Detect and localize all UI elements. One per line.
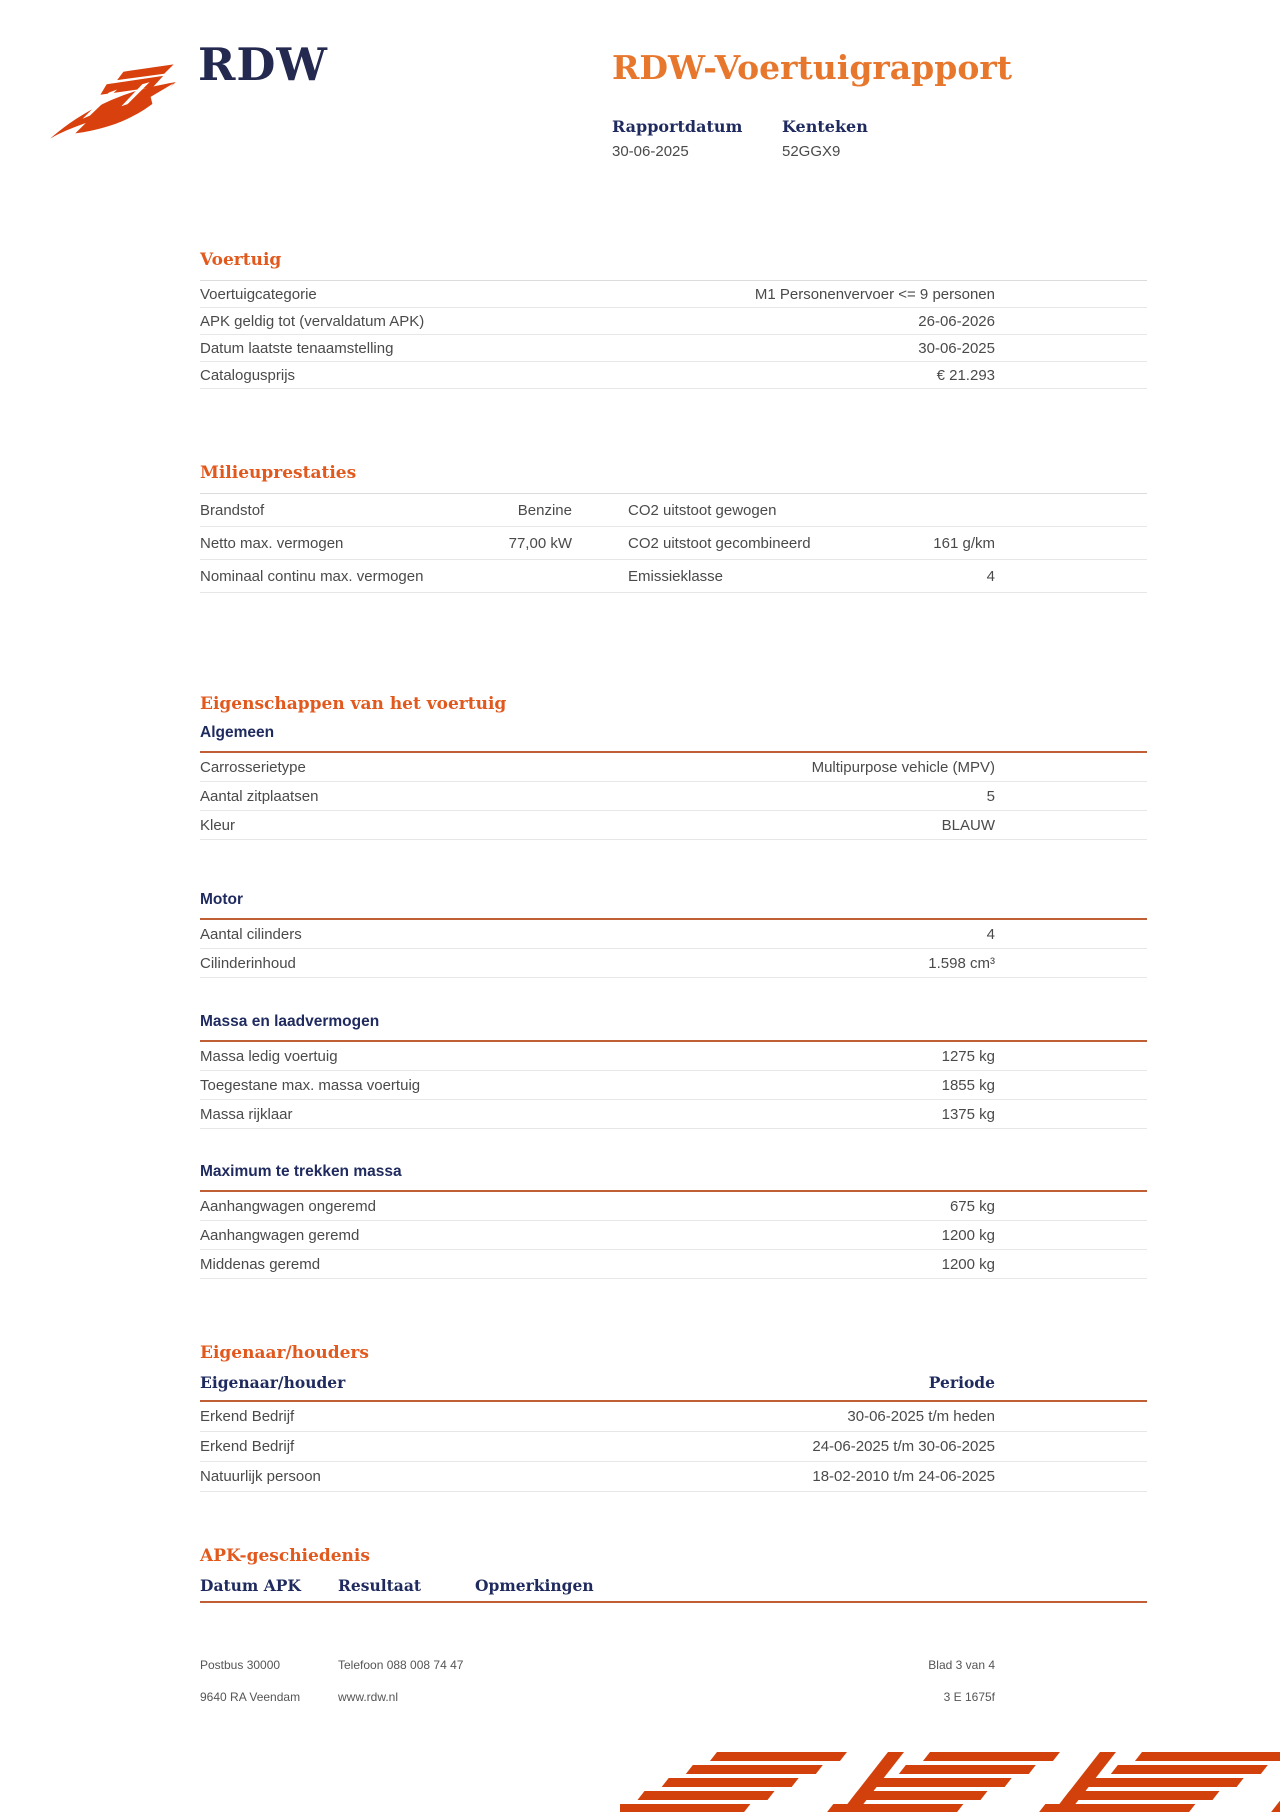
- row-value: 18-02-2010 t/m 24-06-2025: [812, 1468, 995, 1485]
- section-heading-apk: APK-geschiedenis: [200, 1546, 370, 1566]
- row-label: Datum laatste tenaamstelling: [200, 339, 394, 357]
- motor-table: [200, 918, 1147, 978]
- table-row: [200, 362, 1147, 389]
- table-row: [200, 753, 1147, 782]
- footer-page-indicator: Blad 3 van 4: [928, 1658, 995, 1672]
- column-header-resultaat: Resultaat: [338, 1576, 422, 1595]
- table-row: [200, 560, 1147, 593]
- rdw-wing-pattern-decoration: [620, 1752, 1280, 1812]
- section-heading-voertuig: Voertuig: [200, 250, 282, 270]
- table-row: [200, 1042, 1147, 1071]
- row-value: 161 g/km: [933, 534, 995, 552]
- row-label: Nominaal continu max. vermogen: [200, 567, 424, 585]
- row-label: APK geldig tot (vervaldatum APK): [200, 312, 425, 330]
- subsection-heading-maximum: Maximum te trekken massa: [200, 1163, 402, 1180]
- row-label: Middenas geremd: [200, 1255, 321, 1273]
- table-row: [200, 527, 1147, 560]
- row-value: 675 kg: [949, 1197, 995, 1215]
- row-label: Erkend Bedrijf: [200, 1438, 295, 1455]
- row-label: Aanhangwagen geremd: [200, 1226, 360, 1244]
- row-label: Toegestane max. massa voertuig: [200, 1076, 421, 1094]
- table-row: [200, 1100, 1147, 1129]
- row-label: Catalogusprijs: [200, 366, 296, 384]
- row-value: 1375 kg: [941, 1105, 995, 1123]
- row-label: Carrosserietype: [200, 758, 306, 776]
- algemeen-table: [200, 751, 1147, 840]
- footer-line-2: [200, 1690, 995, 1704]
- maximum-table: [200, 1190, 1147, 1279]
- column-header-opmerkingen: Opmerkingen: [475, 1576, 594, 1595]
- section-heading-eigenaar: Eigenaar/houders: [200, 1343, 369, 1363]
- table-row: [200, 308, 1147, 335]
- row-label: Emissieklasse: [628, 567, 724, 585]
- table-row: [200, 281, 1147, 308]
- footer-website: www.rdw.nl: [338, 1690, 399, 1704]
- table-row: [200, 1221, 1147, 1250]
- row-value: BLAUW: [941, 816, 995, 834]
- massa-table: [200, 1040, 1147, 1129]
- table-row: [200, 1402, 1147, 1432]
- row-label: Aantal cilinders: [200, 925, 302, 943]
- row-value: Multipurpose vehicle (MPV): [811, 758, 995, 776]
- footer-address-line2: 9640 RA Veendam: [200, 1690, 301, 1704]
- eigenaar-table-header: [200, 1373, 1147, 1392]
- table-row: [200, 1462, 1147, 1492]
- column-header-datum-apk: Datum APK: [200, 1576, 301, 1595]
- row-label: CO2 uitstoot gecombineerd: [628, 534, 811, 552]
- row-value: 30-06-2025: [918, 339, 995, 357]
- row-label: CO2 uitstoot gewogen: [628, 501, 777, 519]
- row-value: 1855 kg: [941, 1076, 995, 1094]
- footer-doc-code: 3 E 1675f: [943, 1690, 995, 1704]
- report-date-value: 30-06-2025: [612, 143, 689, 160]
- row-label: Netto max. vermogen: [200, 534, 344, 552]
- subsection-heading-algemeen: Algemeen: [200, 724, 275, 741]
- row-label: Brandstof: [200, 501, 265, 519]
- row-value: 1200 kg: [941, 1226, 995, 1244]
- row-label: Aantal zitplaatsen: [200, 787, 319, 805]
- row-label: Voertuigcategorie: [200, 285, 317, 303]
- column-header-period: Periode: [928, 1373, 995, 1392]
- apk-table-header: [200, 1576, 1147, 1595]
- rdw-logo-text: RDW: [198, 38, 328, 91]
- table-row: [200, 1071, 1147, 1100]
- table-row: [200, 335, 1147, 362]
- rdw-wing-logo-icon: [46, 58, 182, 144]
- row-value: 26-06-2026: [918, 312, 995, 330]
- subsection-heading-massa: Massa en laadvermogen: [200, 1013, 380, 1030]
- table-row: [200, 1192, 1147, 1221]
- row-value: M1 Personenvervoer <= 9 personen: [754, 285, 995, 303]
- table-row: [200, 1432, 1147, 1462]
- page-title: RDW-Voertuigrapport: [612, 48, 1012, 87]
- voertuig-table: [200, 280, 1147, 389]
- row-value: 77,00 kW: [508, 534, 572, 552]
- row-value: € 21.293: [936, 366, 995, 384]
- row-value: 4: [986, 925, 995, 943]
- row-label: Cilinderinhoud: [200, 954, 296, 972]
- footer-address-line1: Postbus 30000: [200, 1658, 281, 1672]
- eigenaar-table: [200, 1400, 1147, 1492]
- column-header-owner: Eigenaar/houder: [200, 1373, 346, 1392]
- row-label: Natuurlijk persoon: [200, 1468, 321, 1485]
- table-row: [200, 782, 1147, 811]
- row-value: 5: [986, 787, 995, 805]
- row-value: Benzine: [517, 501, 572, 519]
- row-value: 24-06-2025 t/m 30-06-2025: [812, 1438, 995, 1455]
- license-plate-label: Kenteken: [782, 117, 868, 136]
- row-value: 30-06-2025 t/m heden: [847, 1408, 995, 1425]
- milieuprestaties-table: [200, 493, 1147, 593]
- footer-phone: Telefoon 088 008 74 47: [338, 1658, 464, 1672]
- row-label: Massa ledig voertuig: [200, 1047, 338, 1065]
- table-row: [200, 811, 1147, 840]
- section-heading-eigenschappen: Eigenschappen van het voertuig: [200, 694, 507, 714]
- row-value: 4: [986, 567, 995, 585]
- report-date-label: Rapportdatum: [612, 117, 743, 136]
- row-label: Aanhangwagen ongeremd: [200, 1197, 376, 1215]
- footer-line-1: [200, 1658, 995, 1672]
- table-row: [200, 1250, 1147, 1279]
- row-label: Erkend Bedrijf: [200, 1408, 295, 1425]
- license-plate-value: 52GGX9: [782, 143, 841, 160]
- section-heading-milieuprestaties: Milieuprestaties: [200, 463, 357, 483]
- row-label: Massa rijklaar: [200, 1105, 293, 1123]
- table-row: [200, 949, 1147, 978]
- apk-table-rule: [200, 1601, 1147, 1603]
- row-value: 1200 kg: [941, 1255, 995, 1273]
- subsection-heading-motor: Motor: [200, 891, 244, 908]
- table-row: [200, 494, 1147, 527]
- table-row: [200, 920, 1147, 949]
- row-value: 1275 kg: [941, 1047, 995, 1065]
- row-value: 1.598 cm³: [928, 954, 995, 972]
- row-label: Kleur: [200, 816, 236, 834]
